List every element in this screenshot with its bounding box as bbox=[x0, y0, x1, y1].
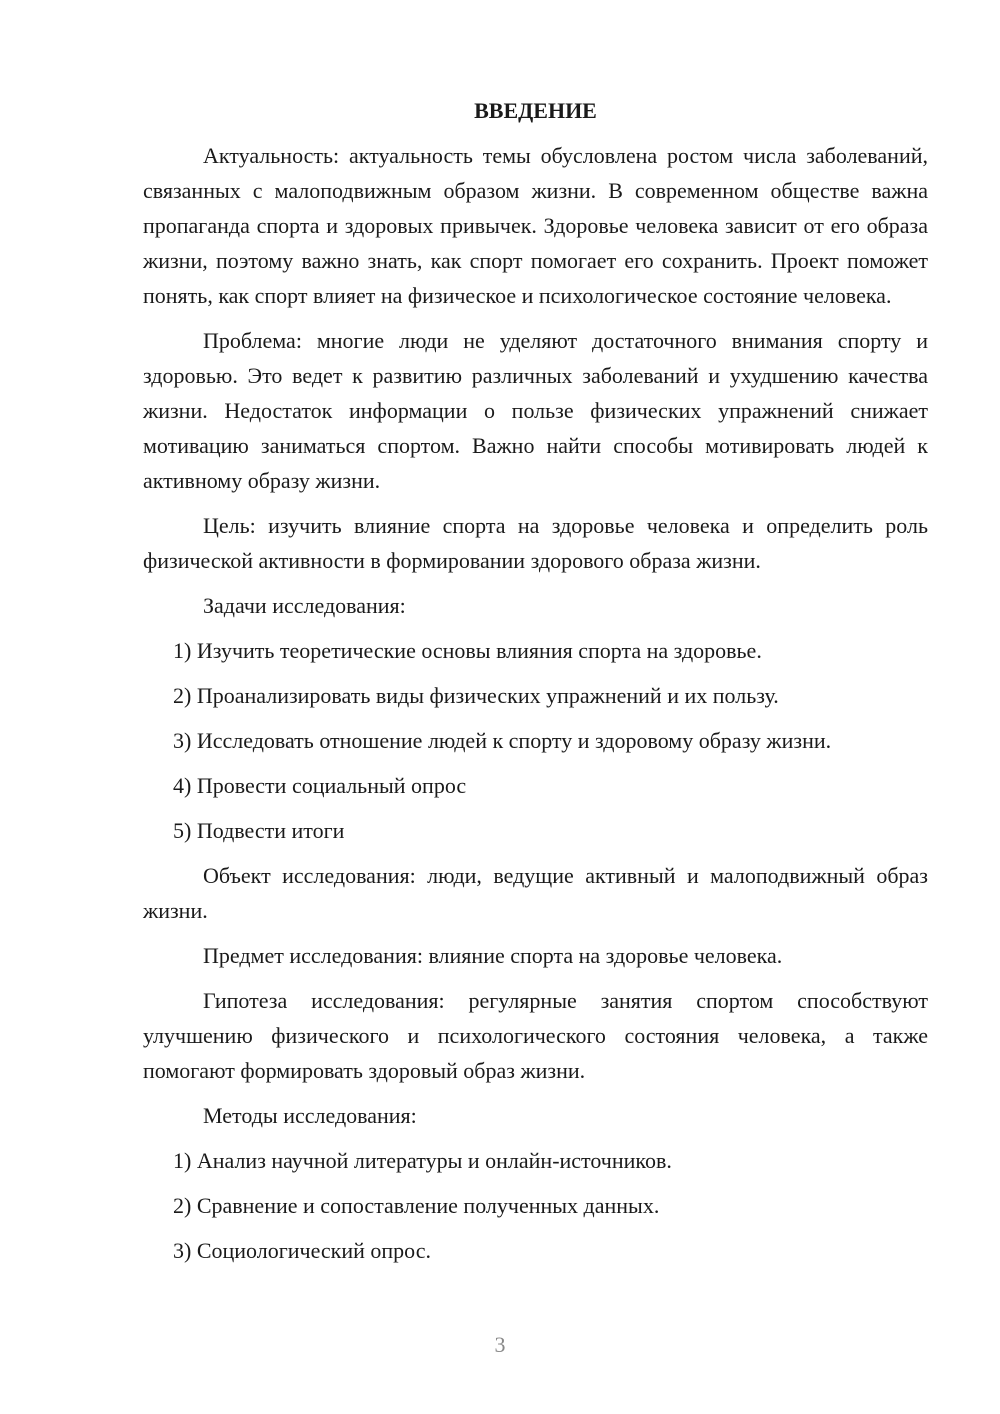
task-item: 4) Провести социальный опрос bbox=[173, 773, 467, 798]
problem-paragraph: Проблема: многие люди не уделяют достаточного внимания спорту и здоровью. Это ведет к развитию различных заболеваний и ухудшению качества жизни. Недостаток информации о пользе физических упражнений снижает мотивацию заниматься спортом. Важно найти способы мотивировать людей к активному образу жизни. bbox=[143, 328, 928, 493]
task-item: 2) Проанализировать виды физических упражнений и их пользу. bbox=[173, 683, 779, 708]
page-content bbox=[143, 93, 928, 1278]
methods-label: Методы исследования: bbox=[203, 1103, 417, 1128]
method-item: 2) Сравнение и сопоставление полученных данных. bbox=[173, 1193, 660, 1218]
method-item: 3) Социологический опрос. bbox=[173, 1238, 431, 1263]
tasks-label: Задачи исследования: bbox=[203, 593, 406, 618]
task-item: 5) Подвести итоги bbox=[173, 818, 345, 843]
page-title: ВВЕДЕНИЕ bbox=[474, 98, 597, 123]
methods-list bbox=[143, 1143, 928, 1268]
subject-paragraph: Предмет исследования: влияние спорта на здоровье человека. bbox=[203, 943, 783, 968]
tasks-list bbox=[143, 633, 928, 848]
page-number: 3 bbox=[494, 1332, 506, 1357]
task-item: 1) Изучить теоретические основы влияния спорта на здоровье. bbox=[173, 638, 762, 663]
task-item: 3) Исследовать отношение людей к спорту и здоровому образу жизни. bbox=[173, 728, 832, 753]
relevance-paragraph: Актуальность: актуальность темы обусловлена ростом числа заболеваний, связанных с малоподвижным образом жизни. В современном обществе важна пропаганда спорта и здоровых привычек. Здоровье человека зависит от его образа жизни, поэтому важно знать, как спорт помогает его сохранить. Проект поможет понять, как спорт влияет на физическое и психологическое состояние человека. bbox=[143, 143, 928, 308]
object-paragraph: Объект исследования: люди, ведущие активный и малоподвижный образ жизни. bbox=[143, 863, 928, 923]
method-item: 1) Анализ научной литературы и онлайн-источников. bbox=[173, 1148, 672, 1173]
goal-paragraph: Цель: изучить влияние спорта на здоровье человека и определить роль физической активности в формировании здорового образа жизни. bbox=[143, 513, 928, 573]
hypothesis-paragraph: Гипотеза исследования: регулярные занятия спортом способствуют улучшению физического и психологического состояния человека, а также помогают формировать здоровый образ жизни. bbox=[143, 988, 928, 1083]
